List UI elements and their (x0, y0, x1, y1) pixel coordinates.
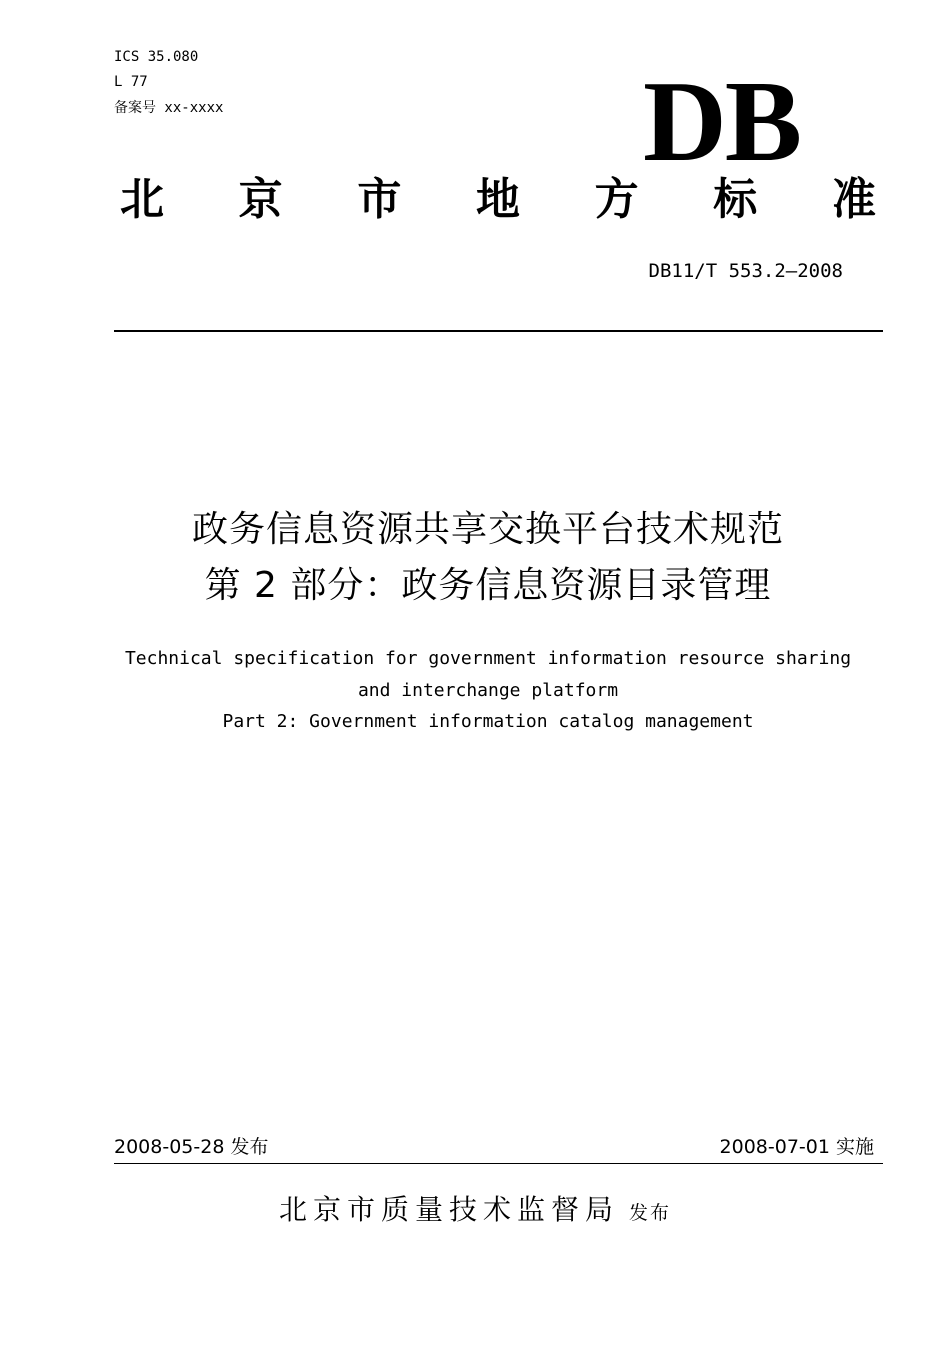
top-divider (114, 330, 883, 332)
standard-number: DB11/T 553.2—2008 (648, 260, 843, 282)
standard-heading-char: 京 (238, 174, 283, 225)
publish-date: 2008-05-28 发布 (114, 1136, 269, 1158)
title-english-line-3: Part 2: Government information catalog management (222, 711, 754, 732)
issuer-suffix: 发布 (629, 1202, 672, 1224)
ics-code: ICS 35.080 (114, 49, 199, 65)
standard-heading (114, 172, 882, 228)
bottom-divider (114, 1163, 883, 1164)
db-logo: DB (643, 58, 801, 186)
standard-heading-char: 方 (594, 174, 639, 225)
standard-heading-char: 市 (357, 174, 402, 225)
issuer-name: 北京市质量技术监督局 (278, 1193, 619, 1226)
ccs-code: L 77 (114, 74, 148, 90)
title-english-line-1: Technical specification for government information resource sharing (124, 648, 852, 669)
standard-heading-char: 地 (475, 174, 520, 225)
standard-heading-char: 准 (831, 174, 876, 225)
title-english-line-2: and interchange platform (357, 680, 619, 701)
issuer (0, 1190, 950, 1233)
record-number: 备案号 xx-xxxx (114, 100, 224, 116)
title-chinese-line-2: 第 2 部分：政务信息资源目录管理 (204, 565, 772, 606)
implementation-date: 2008-07-01 实施 (719, 1136, 874, 1158)
title-chinese-line-1: 政务信息资源共享交换平台技术规范 (191, 509, 784, 550)
standard-heading-char: 北 (120, 174, 164, 225)
standard-heading-char: 标 (713, 174, 758, 225)
